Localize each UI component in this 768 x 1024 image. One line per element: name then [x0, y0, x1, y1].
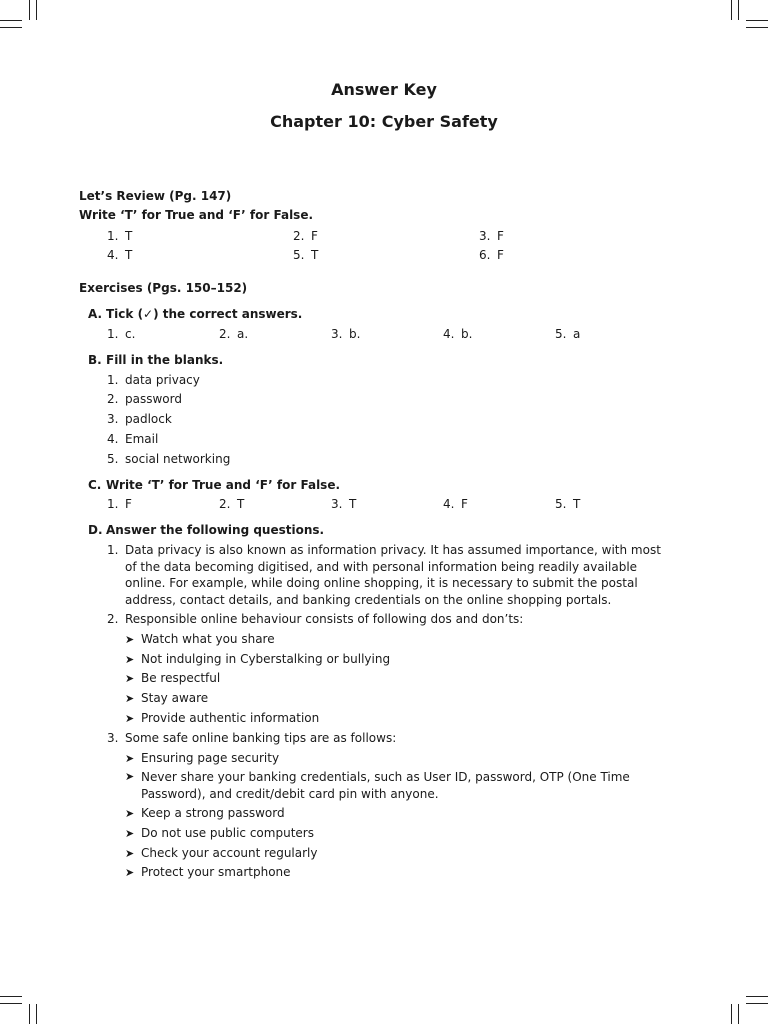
section-b-answer: 2. password [107, 392, 182, 406]
section-b-heading: B. Fill in the blanks. [88, 353, 224, 367]
list-item: ➤ Check your account regularly [125, 846, 318, 860]
section-c-answer: 3. T [331, 497, 357, 511]
section-a-answer: 5. a [555, 327, 581, 341]
question-number: 1. [107, 543, 119, 557]
arrow-bullet-icon: ➤ [125, 712, 135, 725]
review-heading: Let’s Review (Pg. 147) [79, 189, 232, 203]
review-instruction: Write ‘T’ for True and ‘F’ for False. [79, 208, 314, 222]
question-number: 3. [107, 731, 119, 745]
list-item: ➤ Keep a strong password [125, 806, 285, 820]
section-a-answer: 2. a. [219, 327, 249, 341]
section-b-answer: 1. data privacy [107, 373, 200, 387]
arrow-bullet-icon: ➤ [125, 827, 135, 840]
section-c-answer: 1. F [107, 497, 132, 511]
review-answer: 4. T [107, 248, 133, 262]
arrow-bullet-icon: ➤ [125, 672, 135, 685]
exercises-heading: Exercises (Pgs. 150–152) [79, 281, 248, 295]
section-b-answer: 5. social networking [107, 452, 231, 466]
section-a-answer: 1. c. [107, 327, 136, 341]
section-b-answer: 4. Email [107, 432, 159, 446]
section-a-answer: 4. b. [443, 327, 473, 341]
arrow-bullet-icon: ➤ [125, 692, 135, 705]
list-item: ➤ Watch what you share [125, 632, 275, 646]
arrow-bullet-icon: ➤ [125, 866, 135, 879]
question-number: 2. [107, 612, 119, 626]
question-3-intro: Some safe online banking tips are as follows: [125, 731, 397, 745]
section-c-answer: 5. T [555, 497, 581, 511]
arrow-bullet-icon: ➤ [125, 633, 135, 646]
arrow-bullet-icon: ➤ [125, 770, 135, 783]
list-item: ➤ Never share your banking credentials, such as User ID, password, OTP (One Time Password), and credit/debit card pin with anyone. [125, 770, 630, 801]
chapter-title: Chapter 10: Cyber Safety [270, 112, 498, 131]
list-item: ➤ Be respectful [125, 671, 221, 685]
question-2-intro: Responsible online behaviour consists of following dos and don’ts: [125, 612, 524, 626]
arrow-bullet-icon: ➤ [125, 653, 135, 666]
section-d-heading: D. Answer the following questions. [88, 523, 325, 537]
list-item: ➤ Do not use public computers [125, 826, 314, 840]
section-a-answer: 3. b. [331, 327, 361, 341]
page-title: Answer Key [331, 80, 437, 99]
list-item: ➤ Protect your smartphone [125, 865, 291, 879]
review-answer: 5. T [293, 248, 319, 262]
review-answer: 6. F [479, 248, 504, 262]
review-answer: 2. F [293, 229, 318, 243]
arrow-bullet-icon: ➤ [125, 807, 135, 820]
list-item: ➤ Provide authentic information [125, 711, 320, 725]
list-item: ➤ Stay aware [125, 691, 209, 705]
section-c-answer: 4. F [443, 497, 468, 511]
section-c-answer: 2. T [219, 497, 245, 511]
question-1-answer: Data privacy is also known as information privacy. It has assumed importance, with most of the data becoming digitised, and with personal information being readily available online. For example, while doing online shopping, it is necessary to submit the postal address, contact details, and banking credentials on the online shopping portals. [125, 543, 661, 608]
section-c-heading: C. Write ‘T’ for True and ‘F’ for False. [88, 478, 341, 492]
review-answer: 3. F [479, 229, 504, 243]
list-item: ➤ Ensuring page security [125, 751, 280, 765]
section-b-answer: 3. padlock [107, 412, 172, 426]
list-item: ➤ Not indulging in Cyberstalking or bullying [125, 652, 391, 666]
section-a-heading: A. Tick (✓) the correct answers. [88, 307, 303, 321]
review-answer: 1. T [107, 229, 133, 243]
arrow-bullet-icon: ➤ [125, 847, 135, 860]
arrow-bullet-icon: ➤ [125, 752, 135, 765]
